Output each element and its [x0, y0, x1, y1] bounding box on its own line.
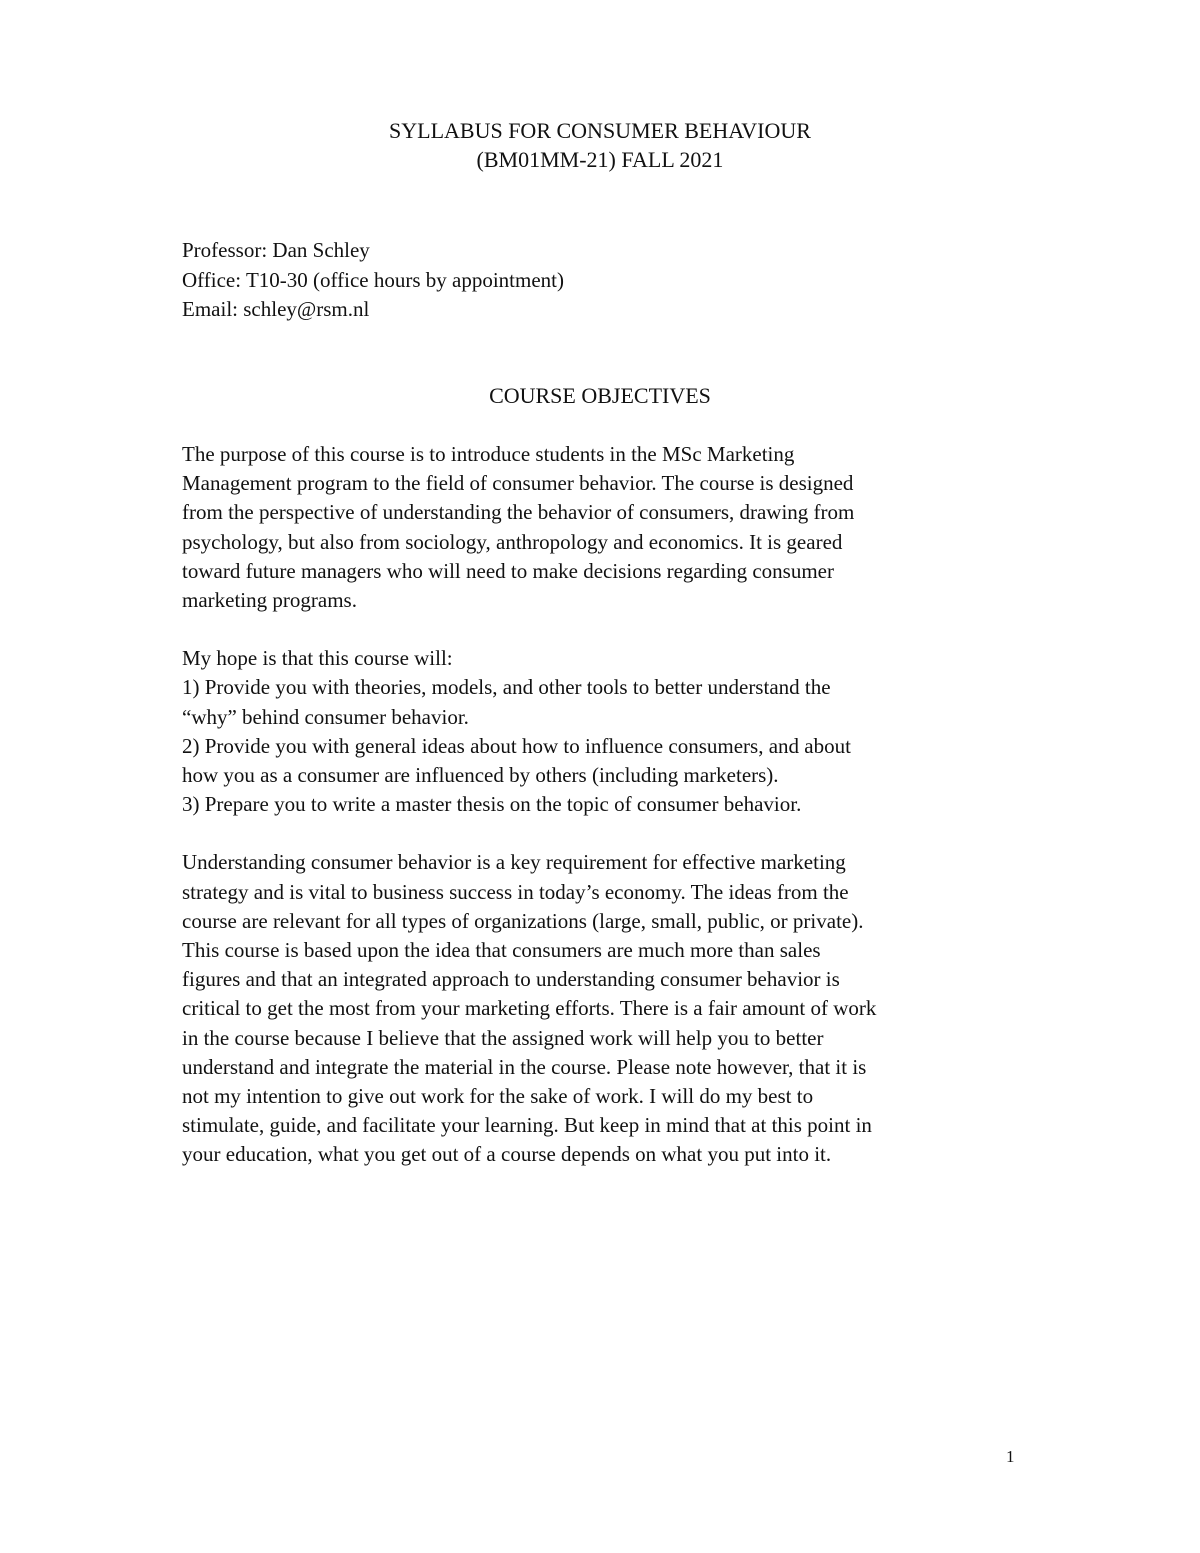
document-title	[0, 116, 1200, 174]
paragraph-line: figures and that an integrated approach to understanding consumer behavior is	[182, 967, 840, 992]
paragraph-line: critical to get the most from your marketing efforts. There is a fair amount of work	[182, 996, 877, 1021]
list-intro: My hope is that this course will:	[182, 646, 453, 671]
paragraph-line: in the course because I believe that the assigned work will help you to better	[182, 1025, 824, 1050]
purpose-paragraph	[182, 440, 1032, 615]
title-line-1: SYLLABUS FOR CONSUMER BEHAVIOUR	[389, 118, 811, 143]
course-objectives-body	[182, 440, 1032, 1170]
course-hopes-list	[182, 644, 1032, 819]
email-line: Email: schley@rsm.nl	[182, 297, 370, 321]
list-item-line: 3) Prepare you to write a master thesis on the topic of consumer behavior.	[182, 792, 802, 817]
list-item-line: 1) Provide you with theories, models, and other tools to better understand the	[182, 675, 831, 700]
paragraph-line: course are relevant for all types of organizations (large, small, public, or private).	[182, 908, 864, 933]
list-item-line: “why” behind consumer behavior.	[182, 704, 469, 729]
paragraph-line: strategy and is vital to business success in today’s economy. The ideas from the	[182, 879, 849, 904]
contact-information	[182, 236, 1022, 325]
understanding-paragraph	[182, 848, 1032, 1169]
office-line: Office: T10-30 (office hours by appointment)	[182, 267, 564, 292]
paragraph-line: Management program to the field of consumer behavior. The course is designed	[182, 471, 854, 496]
paragraph-line: toward future managers who will need to make decisions regarding consumer	[182, 558, 834, 583]
paragraph-line: understand and integrate the material in the course. Please note however, that it is	[182, 1054, 867, 1079]
paragraph-line: Understanding consumer behavior is a key requirement for effective marketing	[182, 850, 846, 875]
paragraph-line: your education, what you get out of a course depends on what you put into it.	[182, 1142, 832, 1167]
course-objectives-heading: COURSE OBJECTIVES	[489, 383, 711, 408]
title-line-2: (BM01MM-21) FALL 2021	[476, 147, 724, 172]
list-item-line: 2) Provide you with general ideas about how to influence consumers, and about	[182, 733, 851, 758]
paragraph-line: marketing programs.	[182, 588, 357, 613]
professor-line: Professor: Dan Schley	[182, 238, 370, 262]
paragraph-line: not my intention to give out work for the sake of work. I will do my best to	[182, 1084, 814, 1109]
list-item-line: how you as a consumer are influenced by others (including marketers).	[182, 763, 779, 788]
paragraph-line: psychology, but also from sociology, anthropology and economics. It is geared	[182, 529, 843, 554]
page-number: 1	[1006, 1447, 1015, 1466]
paragraph-line: This course is based upon the idea that consumers are much more than sales	[182, 938, 821, 963]
paragraph-line: stimulate, guide, and facilitate your learning. But keep in mind that at this point in	[182, 1113, 872, 1138]
paragraph-line: The purpose of this course is to introduce students in the MSc Marketing	[182, 442, 795, 466]
paragraph-line: from the perspective of understanding the behavior of consumers, drawing from	[182, 500, 855, 525]
